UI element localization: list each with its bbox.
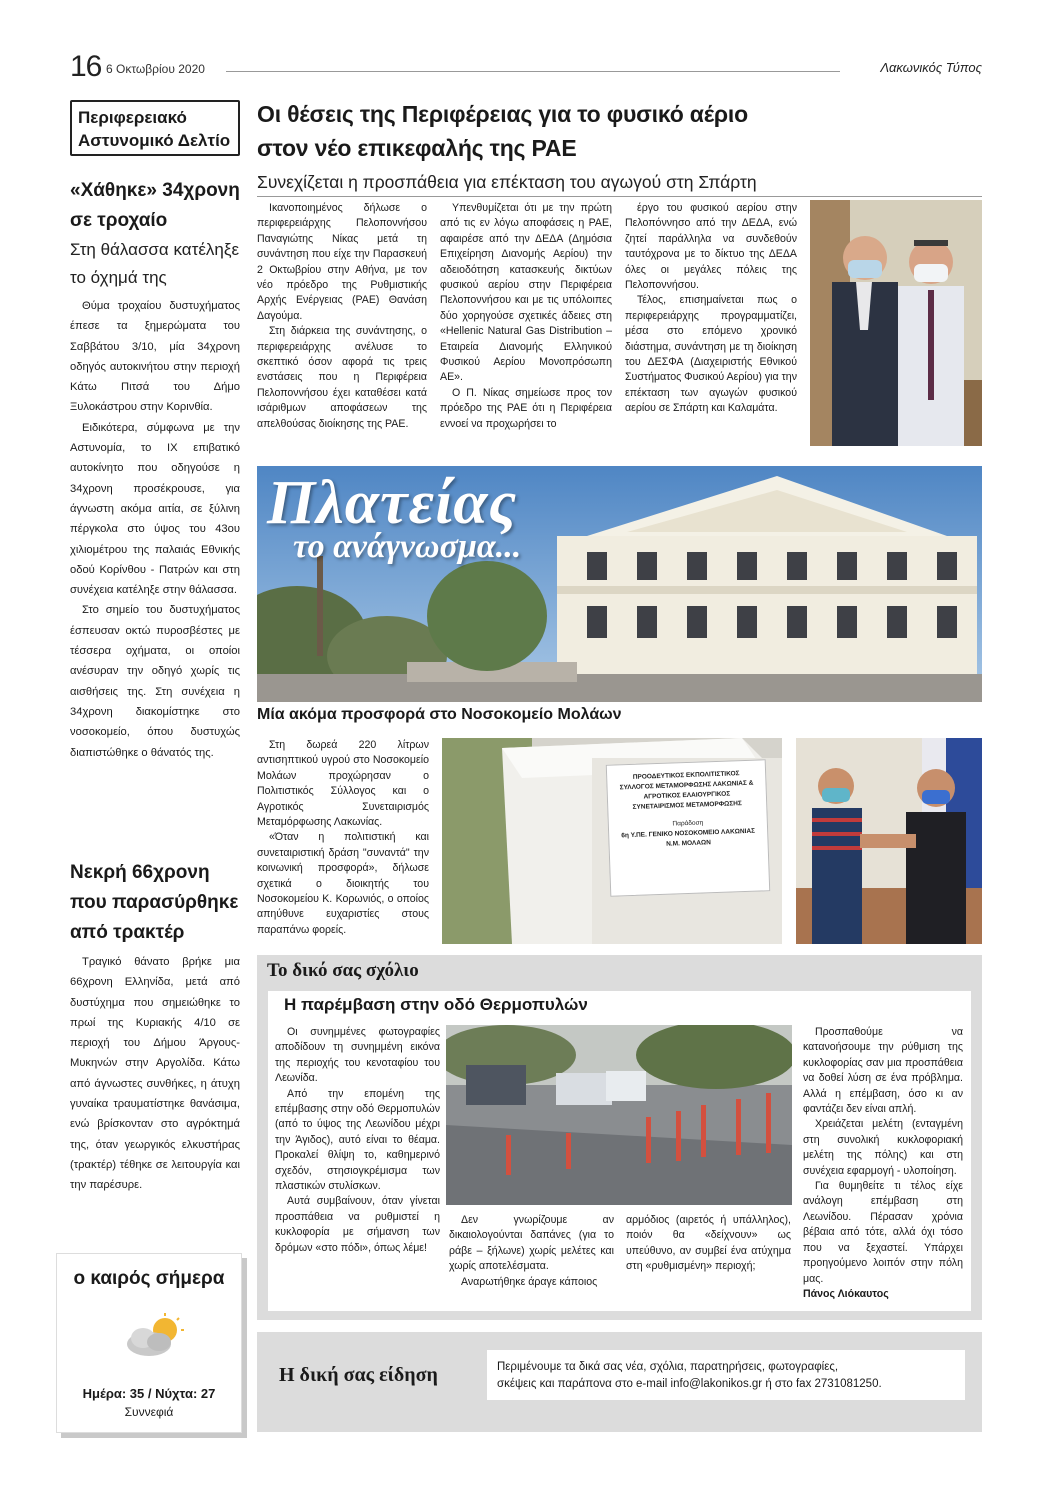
article-title: από τρακτέρ bbox=[70, 922, 185, 943]
comment-column-2: Δεν γνωρίζουμε αν δικαιολογούνται δαπάνες (για το ράβε – ξήλωνε) χωρίς μελέτες και χωρίς αποτελέσματα. Αναρωτήθηκε άραγε κάποιος bbox=[449, 1214, 614, 1288]
article-paragraph: Τραγικό θάνατο βρήκε μια 66χρονη Ελληνίδα, μετά από δυστύχημα που σημειώθηκε το πρωί της Κυριακής 4/10 σε περιοχή του Δήμου Άργους-Μυκηνών στην Αργολίδα. Κάτω από άγνωστες συνθήκες, η άτυχη γυναίκα τραυματίστηκε θανάσιμα, ενώ βρίσκονταν στο αγρόκτημά της, όταν γεωργικός ελκυστήρας (τρακτέρ) τέθηκε σε λειτουργία και την παρέσυρε. bbox=[70, 956, 240, 1192]
subtitle-rule bbox=[257, 196, 982, 197]
hospital-article-body: Στη δωρεά 220 λίτρων αντισηπτικού υγρού στο Νοσοκομείο Μολάων προχώρησαν ο Πολιτιστικός Σύλλογος και ο Αγροτικός Συνεταιρισμός Μεταμόρφωσης Λακωνίας. «Όταν η πολιτιστική και συνεταιριστική δράση "συναντά" την κοινωνική προσφορά», δήλωσε σχετικά ο διοικητής του Νοσοκομείου Κ. Κορωνιός, ο οποίος απηύθυνε ευχαριστίες στους παραπάνω φορείς. bbox=[257, 739, 429, 936]
square-column-banner bbox=[257, 466, 982, 702]
article-title: Νεκρή 66χρονη bbox=[70, 862, 210, 883]
comment-column-1: Οι συνημμένες φωτογραφίες αποδίδουν τη συνημμένη εικόνα της περιοχής του κενοταφίου του Λεωνίδα. Από την επομένη της επέμβασης στην οδό Θερμοπυλών (από το ύψος της Λεωνίδου μέχρι την Άγιδος), αυτό είναι το θέαμα. Προκαλεί θλίψη το, καθημερινό σχεδόν, στησιογκρέμισμα των πλαστικών στυλίσκων. Αυτά συμβαίνουν, όταν γίνεται προσπάθεια να ρυθμιστεί η κυκλοφορία με σήμανση των δρόμων «στο πόδι», όπως λέμε! bbox=[275, 1026, 440, 1254]
article-title: σε τροχαίο bbox=[70, 210, 168, 231]
issue-date: 6 Οκτωβρίου 2020 bbox=[106, 62, 205, 76]
comments-section-title: Το δικό σας σχόλιο bbox=[267, 960, 419, 981]
article-title: που παρασύρθηκε bbox=[70, 892, 239, 913]
comments-section bbox=[257, 955, 982, 1320]
gas-article-subtitle: Συνεχίζεται η προσπάθεια για επέκταση του αγωγού στη Σπάρτη bbox=[257, 172, 757, 192]
page-number: 16 bbox=[70, 50, 102, 83]
gas-column-1: Ικανοποιημένος δήλωσε ο περιφερειάρχης Πελοποννήσου Παναγιώτης Νίκας μετά τη συνάντηση που είχε την Παρασκευή 2 Οκτωβρίου στην Αθήνα, με τον νέο πρόεδρο της Ρυθμιστικής Αρχής Ενέργειας (ΡΑΕ) Θανάση Δαγούμα. Στη διάρκεια της συνάντησης, ο περιφερειάρχης ανέλυσε το σκεπτικό όσον αφορά τις τρεις ενστάσεις που η Περιφέρεια Πελοποννήσου έχει καταθέσει κατά ισάριθμων αποφάσεων της απελθούσας διοίκησης της ΡΑΕ. bbox=[257, 202, 427, 430]
article-title: «Χάθηκε» 34χρονη bbox=[70, 180, 240, 201]
your-news-title: Η δική σας είδηση bbox=[279, 1364, 438, 1386]
partly-cloudy-icon bbox=[123, 1312, 187, 1360]
hospital-article-title: Μία ακόμα προσφορά στο Νοσοκομείο Μολάων bbox=[257, 706, 622, 723]
comment-column-4: Προσπαθούμε να κατανοήσουμε την ρύθμιση της κυκλοφορίας σαν μια προσπάθεια να δοθεί λύση σε ένα πρόβλημα. Αλλά η επέμβαση, όσο κι αν φαντάζει δεν είναι απλή. Χρειάζεται μελέτη (ενταγμένη στη συνολική κυκλοφοριακή μελέτη της πόλης) και στη συνέχεια εφαρμογή - υλοποίηση. Για θυμηθείτε τι τέλος είχε ανάλογη επέμβαση στη Λεωνίδου. Πέρασαν χρόνια βέβαια από τότε, αλλά όχι τόσο που να ξεχαστεί. Υπάρχει προηγούμενο λοιπόν στην πόλη μας. Πάνος Λιόκαυτος bbox=[803, 1026, 963, 1300]
header-rule bbox=[226, 71, 840, 72]
newspaper-name: Λακωνικός Τύπος bbox=[880, 60, 982, 75]
police-section-label: Περιφερειακό Αστυνομικό Δελτίο bbox=[70, 100, 240, 156]
gas-article-title: Οι θέσεις της Περιφέρειας για το φυσικό αέριο στον νέο επικεφαλής της ΡΑΕ bbox=[257, 101, 748, 161]
elbow-bump-photo bbox=[796, 738, 982, 944]
article-paragraph: Θύμα τροχαίου δυστυχήματος έπεσε τα ξημερώματα του Σαββάτου 3/10, μία 34χρονη οδηγός αυτοκινήτου στην περιοχή Κάτω Πιτσά του Δήμο Ξυλοκάστρου στην Κορινθία. bbox=[70, 300, 240, 414]
street-bollards-photo bbox=[446, 1025, 792, 1205]
weather-description: Συννεφιά bbox=[124, 1405, 174, 1419]
gas-column-2: Υπενθυμίζεται ότι με την πρώτη από τις εν λόγω αποφάσεις η ΡΑΕ, αφαιρέσε από την ΔΕΔΑ (Δημόσια Επιχείρηση Διανομής Αερίου) την αδειοδότηση κατασκευής δικτύων φυσικού αερίου στην Περιφέρεια Πελοποννήσου και με τις υπόλοιπες δύο χορηγούσε σχετικές άδειες στη «Hellenic Natural Gas Distribution – Εταιρεία Διανομής Ελληνικού Φυσικού Αερίου Μονοπρόσωπη ΑΕ». Ο Π. Νίκας σημείωσε προς τον πρόεδρο της ΡΑΕ ότι η Περιφέρεια εννοεί να προχωρήσει το bbox=[440, 202, 612, 430]
weather-box bbox=[56, 1253, 242, 1433]
article-paragraph: Στο σημείο του δυστυχήματος έσπευσαν οκτώ πυροσβέστες με τέσσερα οχήματα, οι οποίοι ανέσυραν την οδηγό χωρίς τις αισθήσεις της. Στη συνέχεια η 34χρονη διακομίστηκε στο νοσοκομείο, όπου δυστυχώς διαπιστώθηκε ο θάνατός της. bbox=[70, 604, 240, 759]
officials-photo bbox=[810, 200, 982, 446]
banner-subtitle: το ανάγνωσμα... bbox=[293, 528, 522, 565]
donation-box-label: ΠΡΟΟΔΕΥΤΙΚΟΣ ΕΚΠΟΛΙΤΙΣΤΙΚΟΣ ΣΥΛΛΟΓΟΣ ΜΕΤΑΜΟΡΦΩΣΗΣ ΛΑΚΩΝΙΑΣ & ΑΓΡΟΤΙΚΟΣ ΕΛΑΙΟΥΡΓΙΚΟΣ ΣΥΝΕΤΑΙΡΙΣΜΟΣ ΜΕΤΑΜΟΡΦΩΣΗΣ Παράδοση 6η Υ.ΠΕ. ΓΕΝΙΚΟ ΝΟΣΟΚΟΜΕΙΟ ΛΑΚΩΝΙΑΣ Ν.Μ. ΜΟΛΑΩΝ bbox=[606, 759, 771, 897]
article-paragraph: Ειδικότερα, σύμφωνα με την Αστυνομία, το ΙΧ επιβατικό αυτοκίνητο που οδηγούσε η 34χρονη προσέκρουσε, για άγνωστη ακόμα αιτία, σε ξύλινη πέργκολα στο ύψος του 43ου χιλιομέτρου της παλαιάς Εθνικής οδού Κορίνθου - Πατρών και στη συνέχεια κατέληξε στην θάλασσα. bbox=[70, 421, 240, 597]
donation-box-photo bbox=[442, 738, 782, 944]
police-article-1 bbox=[70, 176, 240, 763]
police-article-2 bbox=[70, 858, 240, 1196]
comment-author: Πάνος Λιόκαυτος bbox=[803, 1287, 889, 1300]
comment-column-3: αρμόδιος (αιρετός ή υπάλληλος), ποιόν θα «δείχνουν» ως υπεύθυνο, αν συμβεί ένα ατύχημα στη «ρυθμισμένη» περιοχή; bbox=[626, 1214, 791, 1273]
article-subtitle: το όχημά της bbox=[70, 268, 167, 287]
banner-title: Πλατείας bbox=[267, 469, 518, 537]
your-news-text: Περιμένουμε τα δικά σας νέα, σχόλια, παρατηρήσεις, φωτογραφίες, σκέψεις και παράπονα στο e-mail info@lakonikos.gr ή στο fax 2731081250. bbox=[487, 1350, 965, 1400]
article-subtitle: Στη θάλασσα κατέληξε bbox=[70, 240, 240, 259]
your-news-section bbox=[257, 1332, 982, 1432]
weather-title: ο καιρός σήμερα bbox=[73, 1268, 225, 1289]
gas-column-3: έργο του φυσικού αερίου στην Πελοπόννησο από την ΔΕΔΑ, ενώ ζητεί παράλληλα να συνδεθούν ταυτόχρονα με το δίκτυο της ΔΕΔΑ όλες οι μεγάλες πόλεις της Πελοποννήσου. Τέλος, επισημαίνεται πως ο περιφερειάρχης προγραμματίζει, μέσα στο επόμενο χρονικό διάστημα, συνάντηση με τη διοίκηση του ΔΕΣΦΑ (Διαχειριστής Εθνικού Συστήματος Φυσικού Αερίου) για την επέκταση των αγωγών φυσικού αερίου σε Σπάρτη και Καλαμάτα. bbox=[625, 202, 797, 415]
comment-article-title: Η παρέμβαση στην οδό Θερμοπυλών bbox=[284, 995, 588, 1014]
comments-article bbox=[268, 991, 971, 1311]
weather-temperatures: Ημέρα: 35 / Νύχτα: 27 bbox=[82, 1386, 216, 1401]
